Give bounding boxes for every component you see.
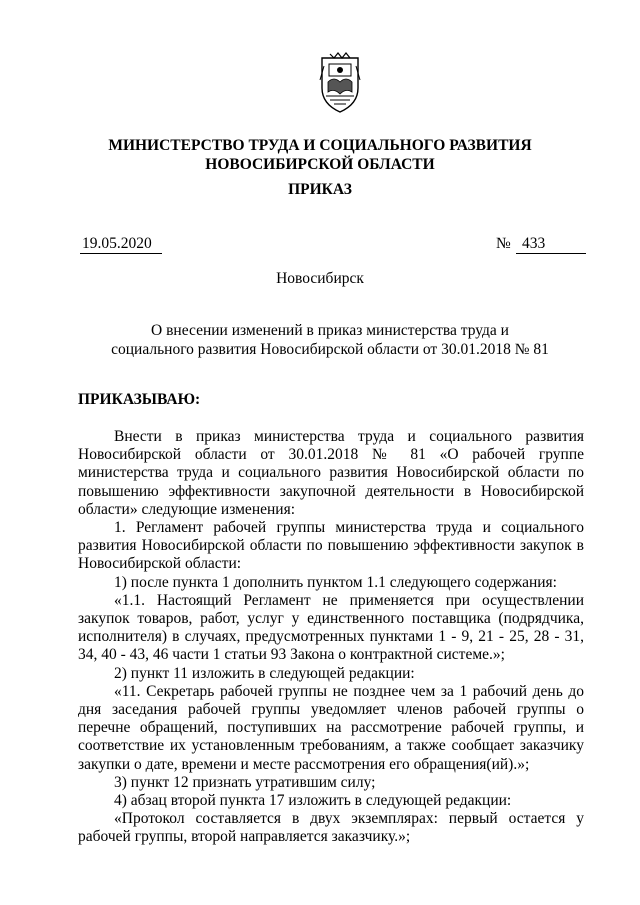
ministry-name <box>60 136 580 174</box>
body-paragraph: «11. Секретарь рабочей группы не позднее чем за 1 рабочий день до дня заседания рабочей группы уведомляет членов рабочей группы о перечне обращений, поступивших на рассмотрение рабочей группы, и соответствие их установленным требованиям, а также сообщает заказчику закупки о дате, времени и месте рассмотрения его обращения(ий).»; <box>78 682 584 773</box>
document-type-title: ПРИКАЗ <box>288 181 352 198</box>
body-paragraph: Внести в приказ министерства труда и социального развития Новосибирской области от 30.01.2018 № 81 «О рабочей группе министерства труда и социального развития Новосибирской области по повышению эффективности закупочной деятельности в Новосибирской области» следующие изменения: <box>78 428 584 518</box>
number-sign: № <box>496 235 511 252</box>
order-subject-line-1: О внесении изменений в приказ министерства труда и <box>151 322 509 339</box>
body-paragraph: 1) после пункта 1 дополнить пунктом 1.1 следующего содержания: <box>114 573 557 591</box>
body-paragraph: «Протокол составляется в двух экземплярах: первый остается у рабочей группы, второй направляется заказчику.»; <box>78 810 584 846</box>
body-paragraph: «1.1. Настоящий Регламент не применяется при осуществлении закупок товаров, работ, услуг у единственного поставщика (подрядчика, исполнителя) в случаях, предусмотренных пунктами 1 - 9, 21 - 25, 28 - 31, 34, 40 - 43, 46 части 1 статьи 93 Закона о контрактной системе.»; <box>78 591 584 664</box>
order-number: 433 <box>516 235 586 254</box>
order-subject-line-2: социального развития Новосибирской области от 30.01.2018 № 81 <box>111 341 549 358</box>
order-subject <box>90 321 570 359</box>
order-date: 19.05.2020 <box>80 235 162 254</box>
body-paragraph: 4) абзац второй пункта 17 изложить в следующей редакции: <box>114 792 512 810</box>
body-paragraph: 2) пункт 11 изложить в следующей редакции: <box>114 664 415 682</box>
order-directive-word: ПРИКАЗЫВАЮ: <box>78 391 201 408</box>
coat-of-arms-emblem <box>316 52 364 114</box>
body-paragraph: 3) пункт 12 признать утратившим силу; <box>114 773 376 791</box>
order-body <box>78 428 584 847</box>
ministry-name-line-1: МИНИСТЕРСТВО ТРУДА И СОЦИАЛЬНОГО РАЗВИТИЯ <box>108 137 532 154</box>
ministry-name-line-2: НОВОСИБИРСКОЙ ОБЛАСТИ <box>205 156 435 173</box>
body-paragraph: 1. Регламент рабочей группы министерства труда и социального развития Новосибирской области по повышению эффективности закупок в Новосибирской области: <box>78 519 584 573</box>
city-name: Новосибирск <box>276 270 364 287</box>
